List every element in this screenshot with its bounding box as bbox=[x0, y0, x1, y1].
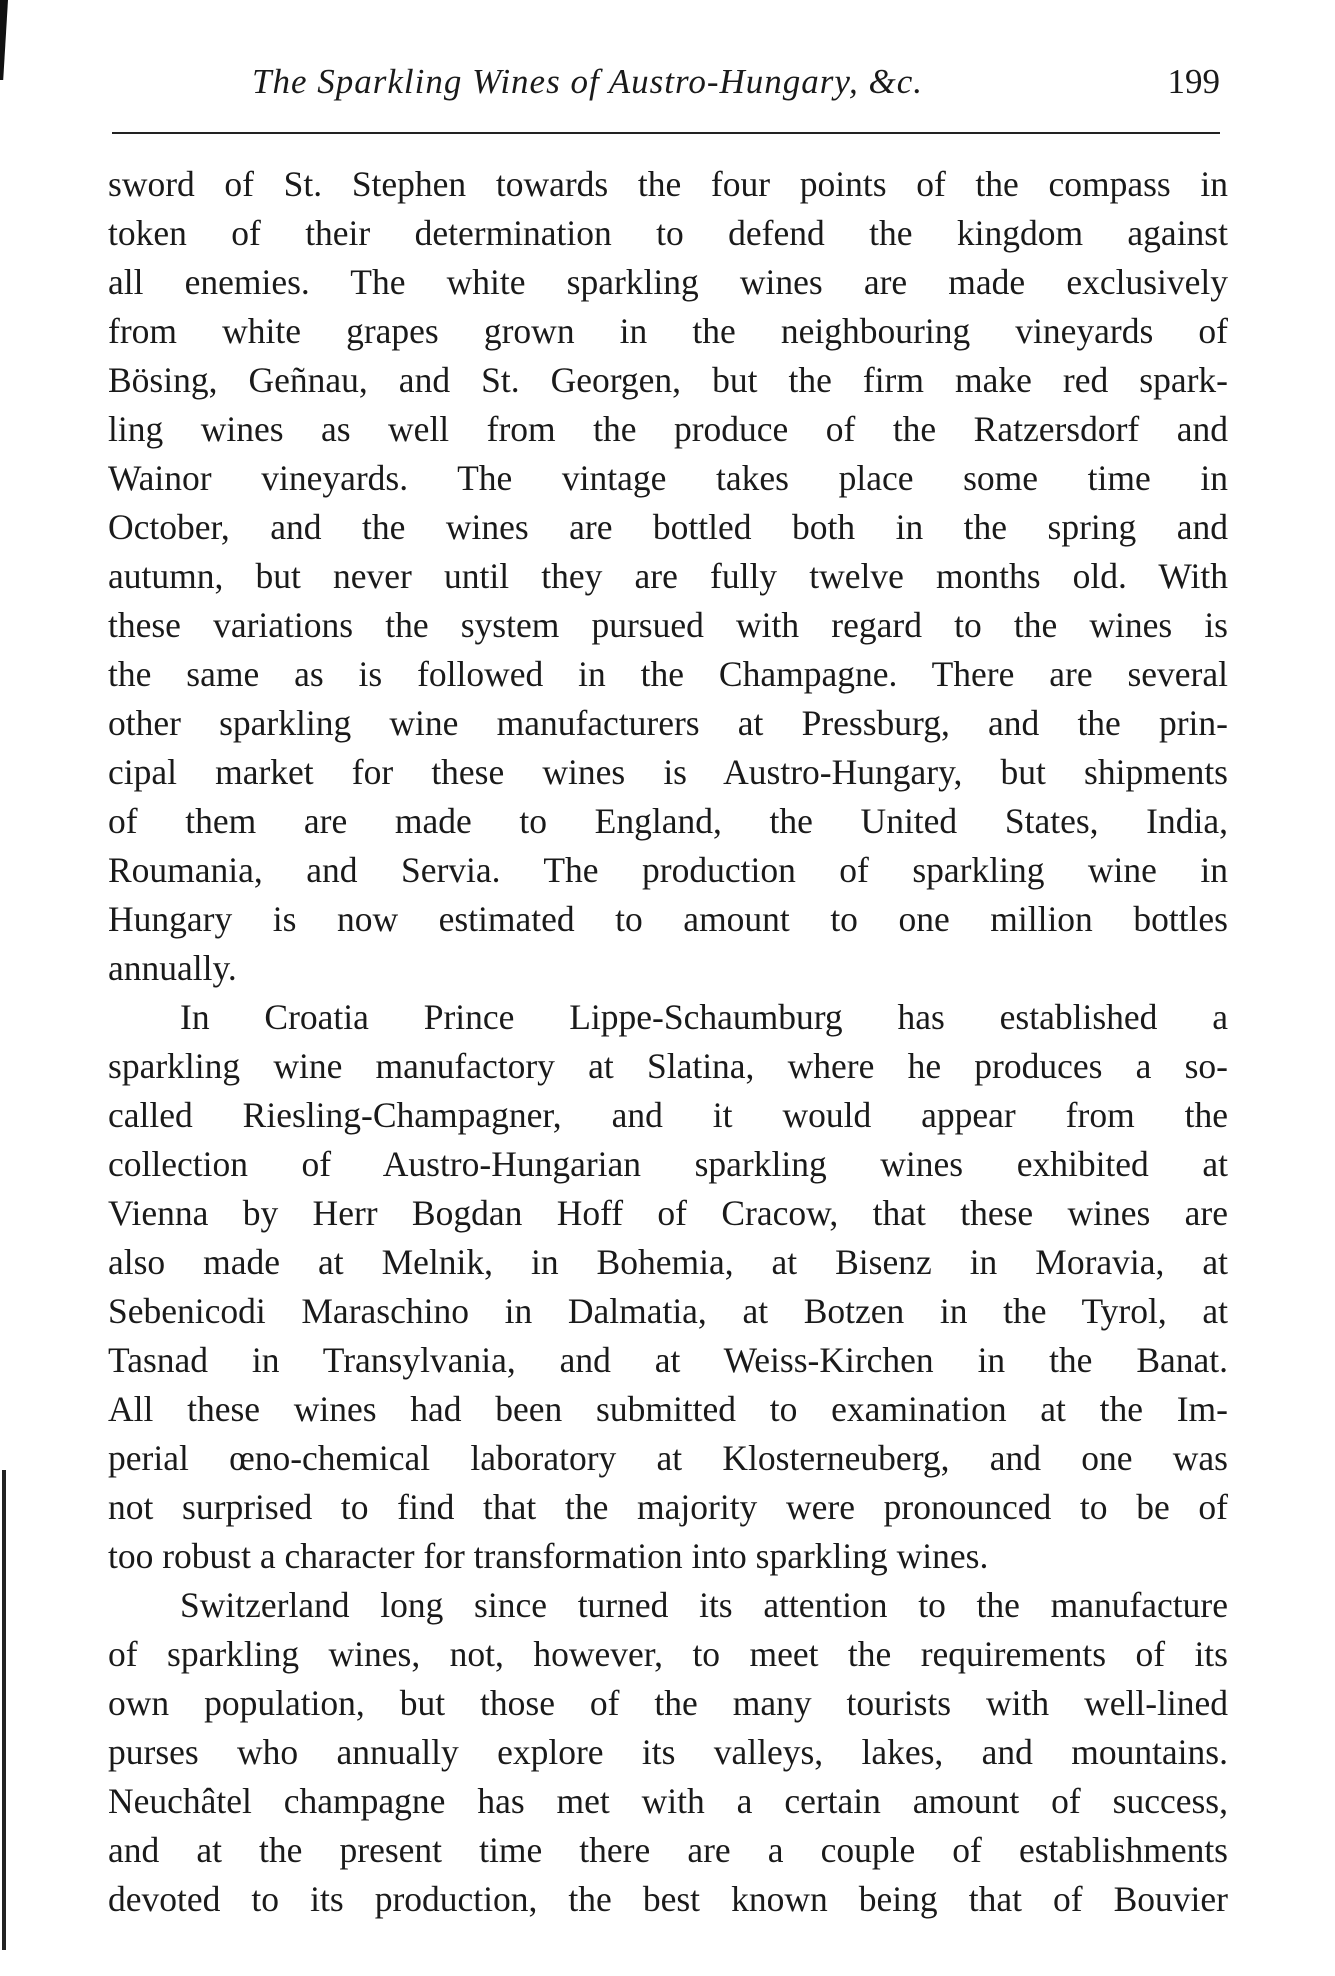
text-line: of them are made to England, the United States, India, bbox=[108, 801, 1228, 841]
text-line: Switzerland long since turned its attention to the manufacture bbox=[180, 1585, 1228, 1625]
text-line: All these wines had been submitted to examination at the Im- bbox=[108, 1389, 1228, 1429]
text-line: Sebenicodi Maraschino in Dalmatia, at Botzen in the Tyrol, at bbox=[108, 1291, 1228, 1331]
text-line: other sparkling wine manufacturers at Pressburg, and the prin- bbox=[108, 703, 1228, 743]
scan-edge-mark bbox=[0, 0, 8, 80]
text-line: too robust a character for transformation into sparkling wines. bbox=[108, 1536, 989, 1576]
page-header bbox=[112, 62, 1220, 112]
text-line: own population, but those of the many tourists with well-lined bbox=[108, 1683, 1228, 1723]
text-line: annually. bbox=[108, 948, 237, 988]
text-line: these variations the system pursued with regard to the wines is bbox=[108, 605, 1228, 645]
text-line: sparkling wine manufactory at Slatina, where he produces a so- bbox=[108, 1046, 1228, 1086]
text-line: also made at Melnik, in Bohemia, at Bisenz in Moravia, at bbox=[108, 1242, 1228, 1282]
scan-edge-mark bbox=[2, 1470, 6, 1950]
header-rule bbox=[112, 132, 1220, 134]
text-line: all enemies. The white sparkling wines are made exclusively bbox=[108, 262, 1228, 302]
paragraph bbox=[108, 993, 1228, 1581]
paragraph bbox=[108, 160, 1228, 993]
text-line: perial œno-chemical laboratory at Klosterneuberg, and one was bbox=[108, 1438, 1228, 1478]
paragraph bbox=[108, 1581, 1228, 1924]
text-line: autumn, but never until they are fully twelve months old. With bbox=[108, 556, 1228, 596]
text-line: Roumania, and Servia. The production of sparkling wine in bbox=[108, 850, 1228, 890]
text-line: purses who annually explore its valleys, lakes, and mountains. bbox=[108, 1732, 1228, 1772]
text-line: Neuchâtel champagne has met with a certain amount of success, bbox=[108, 1781, 1228, 1821]
text-line: October, and the wines are bottled both in the spring and bbox=[108, 507, 1228, 547]
text-line: Wainor vineyards. The vintage takes place some time in bbox=[108, 458, 1228, 498]
text-line: Tasnad in Transylvania, and at Weiss-Kirchen in the Banat. bbox=[108, 1340, 1228, 1380]
text-line: In Croatia Prince Lippe-Schaumburg has established a bbox=[180, 997, 1228, 1037]
text-line: Vienna by Herr Bogdan Hoff of Cracow, that these wines are bbox=[108, 1193, 1228, 1233]
text-line: Hungary is now estimated to amount to one million bottles bbox=[108, 899, 1228, 939]
text-line: devoted to its production, the best known being that of Bouvier bbox=[108, 1879, 1228, 1919]
text-line: collection of Austro-Hungarian sparkling wines exhibited at bbox=[108, 1144, 1228, 1184]
text-line: from white grapes grown in the neighbouring vineyards of bbox=[108, 311, 1228, 351]
text-line: not surprised to find that the majority were pronounced to be of bbox=[108, 1487, 1228, 1527]
body-text bbox=[108, 160, 1228, 1924]
page-number: 199 bbox=[1167, 62, 1220, 101]
running-title: The Sparkling Wines of Austro-Hungary, &c. bbox=[252, 62, 924, 101]
text-line: ling wines as well from the produce of the Ratzersdorf and bbox=[108, 409, 1228, 449]
text-line: the same as is followed in the Champagne. There are several bbox=[108, 654, 1228, 694]
text-line: cipal market for these wines is Austro-Hungary, but shipments bbox=[108, 752, 1228, 792]
text-line: and at the present time there are a couple of establishments bbox=[108, 1830, 1228, 1870]
text-line: of sparkling wines, not, however, to meet the requirements of its bbox=[108, 1634, 1228, 1674]
text-line: token of their determination to defend the kingdom against bbox=[108, 213, 1228, 253]
text-line: sword of St. Stephen towards the four points of the compass in bbox=[108, 164, 1228, 204]
text-line: Bösing, Geñnau, and St. Georgen, but the firm make red spark- bbox=[108, 360, 1228, 400]
text-line: called Riesling-Champagner, and it would appear from the bbox=[108, 1095, 1228, 1135]
